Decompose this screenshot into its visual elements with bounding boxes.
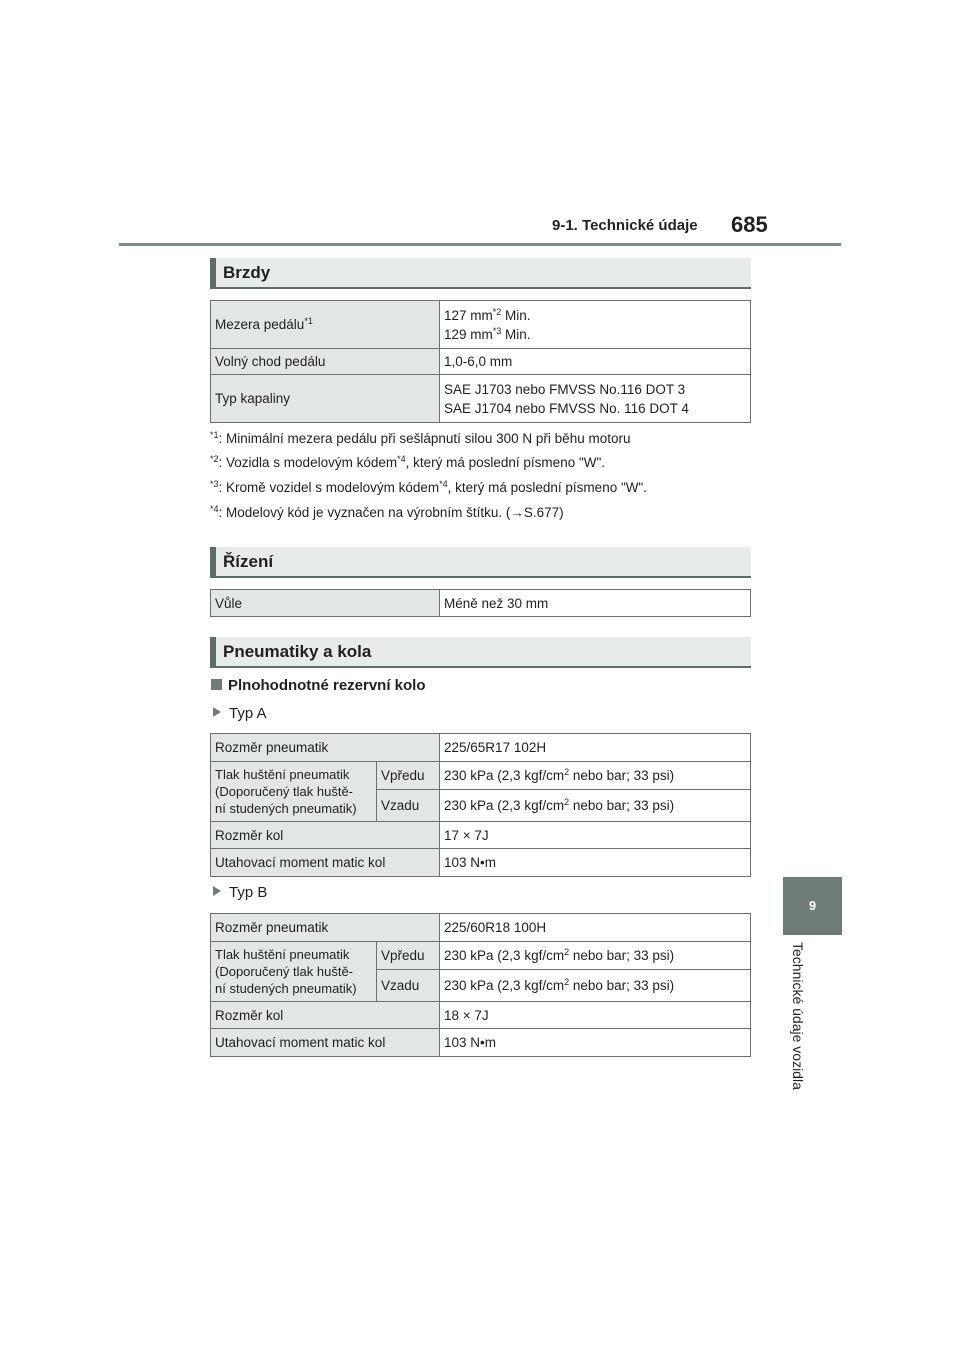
type-a-table — [210, 733, 751, 877]
steering-play-label: Vůle — [211, 590, 440, 617]
rear-label: Vzadu — [377, 790, 440, 822]
wheel-size-value: 17 × 7J — [440, 822, 751, 849]
front-pressure-value: 230 kPa (2,3 kgf/$cm^2$ nebo bar; 33 psi) — [440, 762, 751, 790]
section-title-steering: Řízení — [223, 552, 274, 571]
table-row — [211, 822, 751, 849]
tire-size-label: Rozměr pneumatik — [211, 914, 440, 942]
table-row — [211, 375, 751, 423]
rear-label: Vzadu — [377, 970, 440, 1002]
table-row — [211, 590, 751, 617]
table-row — [211, 849, 751, 877]
table-row — [211, 734, 751, 762]
chapter-tab: 9 — [783, 877, 842, 935]
rear-pressure-value: 230 kPa (2,3 kgf/$cm^2$ nebo bar; 33 psi) — [440, 970, 751, 1002]
page-number: 685 — [731, 212, 768, 237]
footnote-2: $^{*2}$: Vozidla s modelovým kódem$^{*4}$, který má poslední písmeno "W". — [210, 454, 606, 470]
wheel-size-value: 18 × 7J — [440, 1002, 751, 1029]
chapter-title: Technické údaje vozidla — [790, 942, 806, 1090]
type-a-heading: Typ A — [213, 705, 267, 722]
section-title-tires: Pneumatiky a kola — [223, 642, 372, 661]
free-play-label: Volný chod pedálu — [211, 349, 440, 375]
table-row — [211, 942, 751, 970]
tire-pressure-label: Tlak huštění pneumatik (Doporučený tlak huště- ní studených pneumatik) — [211, 762, 377, 822]
fluid-type-label: Typ kapaliny — [211, 375, 440, 423]
pedal-clearance-value: 127 $mm^{*2}$ Min. 129 $mm^{*3}$ Min. — [440, 301, 751, 349]
table-row — [211, 301, 751, 349]
torque-value: 103 N•m — [440, 849, 751, 877]
fluid-type-value: SAE J1703 nebo FMVSS No.116 DOT 3 SAE J1704 nebo FMVSS No. 116 DOT 4 — [440, 375, 751, 423]
type-b-table — [210, 913, 751, 1057]
tire-size-value: 225/60R18 100H — [440, 914, 751, 942]
torque-label: Utahovací moment matic kol — [211, 1029, 440, 1057]
header-rule — [119, 243, 841, 246]
section-head-steering — [210, 547, 751, 578]
table-row — [211, 1002, 751, 1029]
wheel-size-label: Rozměr kol — [211, 822, 440, 849]
front-label: Vpředu — [377, 762, 440, 790]
square-bullet-icon — [211, 679, 222, 690]
section-title-brakes: Brzdy — [223, 263, 271, 282]
footnote-4: $^{*4}$: Modelový kód je vyznačen na výrobním štítku. (→S.677) — [210, 504, 564, 520]
tire-pressure-label: Tlak huštění pneumatik (Doporučený tlak huště- ní studených pneumatik) — [211, 942, 377, 1002]
arrow-icon: → — [510, 505, 524, 520]
rear-pressure-value: 230 kPa (2,3 kgf/$cm^2$ nebo bar; 33 psi) — [440, 790, 751, 822]
tire-size-value: 225/65R17 102H — [440, 734, 751, 762]
steering-table — [210, 589, 751, 617]
footnote-1: $^{*1}$: Minimální mezera pedálu při sešlápnutí silou 300 N při běhu motoru — [210, 430, 631, 446]
spare-wheel-heading: Plnohodnotné rezervní kolo — [211, 677, 426, 694]
table-row — [211, 1029, 751, 1057]
table-row — [211, 349, 751, 375]
front-pressure-value: 230 kPa (2,3 kgf/$cm^2$ nebo bar; 33 psi) — [440, 942, 751, 970]
torque-value: 103 N•m — [440, 1029, 751, 1057]
section-title: 9-1. Technické údaje — [552, 217, 698, 234]
wheel-size-label: Rozměr kol — [211, 1002, 440, 1029]
footnote-3: $^{*3}$: Kromě vozidel s modelovým kódem$^{*4}$, který má poslední písmeno "W". — [210, 479, 648, 495]
pedal-clearance-label: Mezera pedálu$^{*1}$ — [211, 301, 440, 349]
steering-play-value: Méně než 30 mm — [440, 590, 751, 617]
table-row — [211, 914, 751, 942]
triangle-bullet-icon — [213, 707, 221, 717]
front-label: Vpředu — [377, 942, 440, 970]
section-head-brakes — [210, 258, 751, 289]
torque-label: Utahovací moment matic kol — [211, 849, 440, 877]
brakes-table — [210, 300, 751, 423]
table-row — [211, 762, 751, 790]
tire-size-label: Rozměr pneumatik — [211, 734, 440, 762]
type-b-heading: Typ B — [213, 884, 267, 901]
section-head-tires — [210, 637, 751, 668]
triangle-bullet-icon — [213, 886, 221, 896]
free-play-value: 1,0-6,0 mm — [440, 349, 751, 375]
